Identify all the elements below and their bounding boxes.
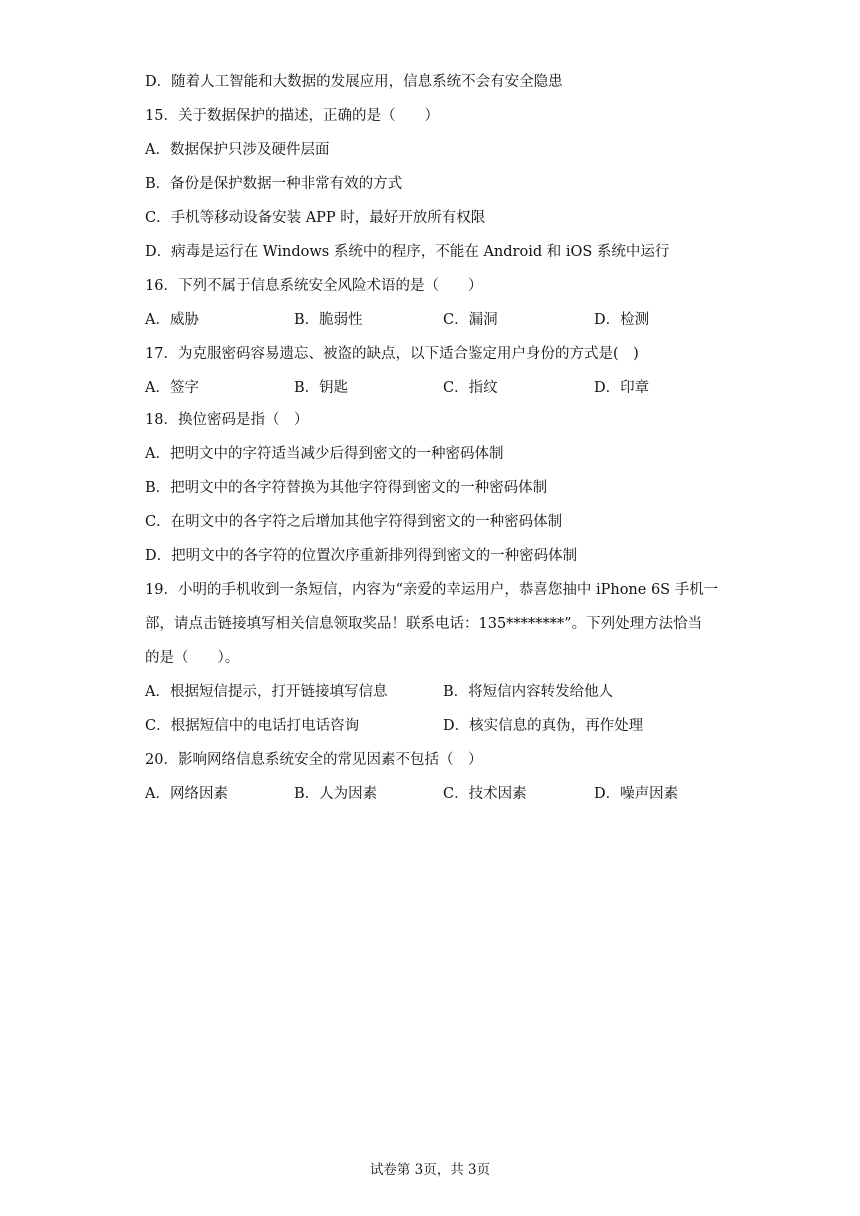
q19-stem-line-3: 的是（ ）。 (145, 650, 240, 666)
q18-option-c: C．在明文中的各字符之后增加其他字符得到密文的一种密码体制 (145, 514, 563, 530)
q15-option-c: C．手机等移动设备安装 APP 时，最好开放所有权限 (145, 210, 486, 226)
q17-option-a: A．签字 (145, 380, 199, 396)
q15-option-a: A．数据保护只涉及硬件层面 (145, 142, 330, 158)
q15-stem: 15．关于数据保护的描述，正确的是（ ） (145, 108, 439, 124)
q19-stem-line-2: 部，请点击链接填写相关信息领取奖品！联系电话：135********”。下列处理方法恰当 (145, 616, 703, 632)
q20-stem: 20．影响网络信息系统安全的常见因素不包括（ ） (145, 752, 483, 768)
q20-option-c: C．技术因素 (443, 786, 527, 802)
q18-option-d: D．把明文中的各字符的位置次序重新排列得到密文的一种密码体制 (145, 548, 578, 564)
q19-option-b: B．将短信内容转发给他人 (443, 684, 614, 700)
q17-stem: 17．为克服密码容易遗忘、被盗的缺点，以下适合鉴定用户身份的方式是( ) (145, 346, 639, 362)
q18-stem: 18．换位密码是指（ ） (145, 412, 309, 428)
q19-stem-line-1: 19．小明的手机收到一条短信，内容为“亲爱的幸运用户，恭喜您抽中 iPhone 6S 手机一 (145, 582, 719, 598)
q16-option-c: C．漏洞 (443, 312, 498, 328)
q17-option-d: D．印章 (594, 380, 650, 396)
q14-option-d: D．随着人工智能和大数据的发展应用，信息系统不会有安全隐患 (145, 74, 563, 90)
q16-option-a: A．威胁 (145, 312, 199, 328)
q20-option-d: D．噪声因素 (594, 786, 679, 802)
q18-option-b: B．把明文中的各字符替换为其他字符得到密文的一种密码体制 (145, 480, 548, 496)
q18-option-a: A．把明文中的字符适当减少后得到密文的一种密码体制 (145, 446, 504, 462)
q17-option-b: B．钥匙 (294, 380, 349, 396)
q20-option-b: B．人为因素 (294, 786, 378, 802)
q20-option-a: A．网络因素 (145, 786, 228, 802)
q19-option-d: D．核实信息的真伪，再作处理 (443, 718, 644, 734)
q16-option-b: B．脆弱性 (294, 312, 363, 328)
q15-option-b: B．备份是保护数据一种非常有效的方式 (145, 176, 403, 192)
page-footer: 试卷第 3页，共 3页 (369, 1162, 491, 1178)
q16-option-d: D．检测 (594, 312, 650, 328)
q17-option-c: C．指纹 (443, 380, 498, 396)
q19-option-c: C．根据短信中的电话打电话咨询 (145, 718, 360, 734)
q19-option-a: A．根据短信提示，打开链接填写信息 (145, 684, 388, 700)
q15-option-d: D．病毒是运行在 Windows 系统中的程序，不能在 Android 和 iOS 系统中运行 (145, 244, 670, 260)
q16-stem: 16．下列不属于信息系统安全风险术语的是（ ） (145, 278, 483, 294)
